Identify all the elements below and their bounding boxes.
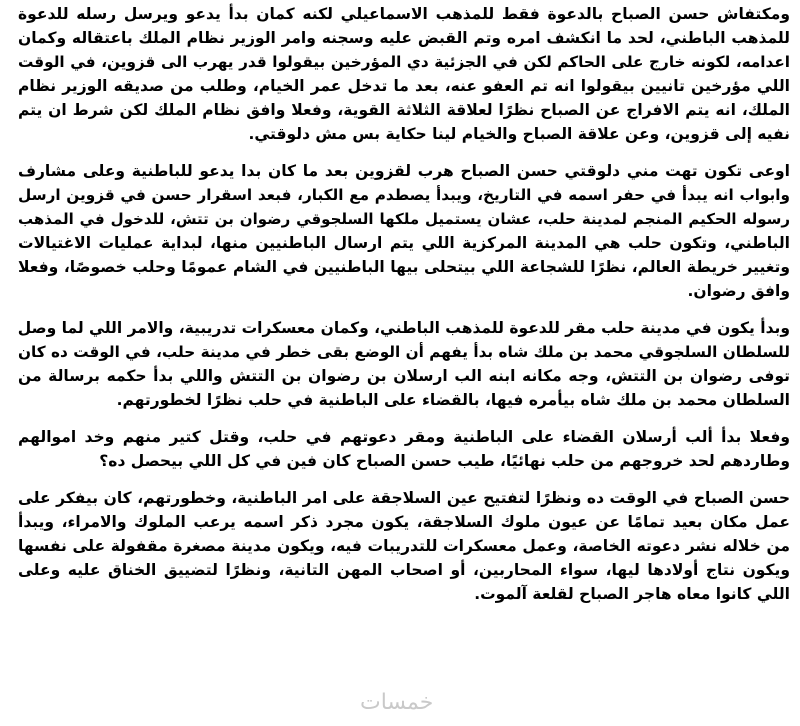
paragraph-3 [18,316,790,412]
text-line: نفيه إلى قزوين، وعن علاقة الصباح والخيام لينا حكاية بس مش دلوقتي. [248,125,790,143]
text-line: توفى رضوان بن التتش، وجه مكانه ابنه الب ارسلان بن رضوان بن التتش واللي بدأ حكمه برسالة من [18,367,790,385]
text-line: الملك، انه يتم الافراج عن الصباح نظرًا لعلاقة الثلاثة القوية، وفعلا وافق نظام الملك لكن شرط ان يتم [18,101,790,119]
paragraph-4 [18,425,790,473]
text-line: رسوله الحكيم المنجم لمدينة حلب، عشان يستميل ملكها السلجوقي رضوان بن تتش، للدخول في المذهب [18,210,790,228]
text-line: وابواب انه يبدأ في حفر اسمه في التاريخ، ويبدأ يصطدم مع الكبار، فبعد اسقرار حسن في قزوين ارسل [18,186,790,204]
text-line: للمذهب الباطني، لحد ما انكشف امره وتم القبض عليه وسجنه وامر الوزير نظام الملك باعتقاله وكمان [18,29,790,47]
text-line: الباطني، وتكون حلب هي المدينة المركزية اللي يتم ارسال الباطنيين منها، لبداية عمليات الاغتيالات [18,234,790,252]
text-line: ويكون نتاج أولادها ليها، سواء المحاربين، أو اصحاب المهن التانية، ونظرًا لتضييق الخناق عليه وعلى [18,561,790,579]
text-line: وطاردهم لحد خروجهم من حلب نهائيًا، طيب حسن الصباح كان فين في كل اللي بيحصل ده؟ [99,452,790,470]
text-line: اوعى تكون تهت مني دلوقتي حسن الصباح هرب لقزوين بعد ما كان بدا يدعو للباطنية وعلى مشارف [18,162,790,180]
text-line: ومكتفاش حسن الصباح بالدعوة فقط للمذهب الاسماعيلي لكنه كمان بدأ يدعو ويرسل رسله للدعوة [18,5,790,23]
paragraph-2 [18,159,790,303]
text-line: للسلطان السلجوقي محمد بن ملك شاه بدأ يفهم أن الوضع بقى خطر في مدينة حلب، في الوقت ده كان [18,343,790,361]
text-line: اعدامه، لكونه خارج على الحاكم لكن في الجزئية دي المؤرخين بيقولوا قدر يهرب الى قزوين، في الوقت [18,53,790,71]
text-line: وتغيير خريطة العالم، نظرًا للشجاعة اللي بيتحلى بيها الباطنيين في الشام عمومًا وحلب خصوصًا، وفعلا [18,258,790,276]
text-line: وافق رضوان. [687,282,790,300]
paragraph-1 [18,2,790,146]
text-line: من خلاله نشر دعوته الخاصة، وعمل معسكرات للتدريبات فيه، ويكون مدينة مصغرة مقفولة على نفسها [18,537,790,555]
text-line: اللي مؤرخين تانيين بيقولوا انه تم العفو عنه، بعد ما تدخل عمر الخيام، وطلب من صديقه الوزير نظام [18,77,790,95]
text-line: وفعلا بدأ ألب أرسلان القضاء على الباطنية ومقر دعوتهم في حلب، وقتل كتير منهم وخد اموالهم [18,428,790,446]
watermark-logo: خمسات [360,690,434,715]
text-line: السلطان محمد بن ملك شاه بيأمره فيها، بالقضاء على الباطنية في حلب نظرًا لخطورتهم. [116,391,790,409]
text-line: اللي كانوا معاه هاجر الصباح لقلعة آلموت. [474,585,790,603]
text-line: عمل مكان بعيد تمامًا عن عيون ملوك السلاجقة، يكون مجرد ذكر اسمه يرعب الملوك والامراء، ويبدأ [18,513,790,531]
text-line: حسن الصباح في الوقت ده ونظرًا لتفتيح عين السلاجقة على امر الباطنية، وخطورتهم، كان بيفكر على [18,489,790,507]
paragraph-5 [18,486,790,606]
text-line: وبدأ يكون في مدينة حلب مقر للدعوة للمذهب الباطني، وكمان معسكرات تدريبية، والامر اللي لما وصل [17,319,790,337]
